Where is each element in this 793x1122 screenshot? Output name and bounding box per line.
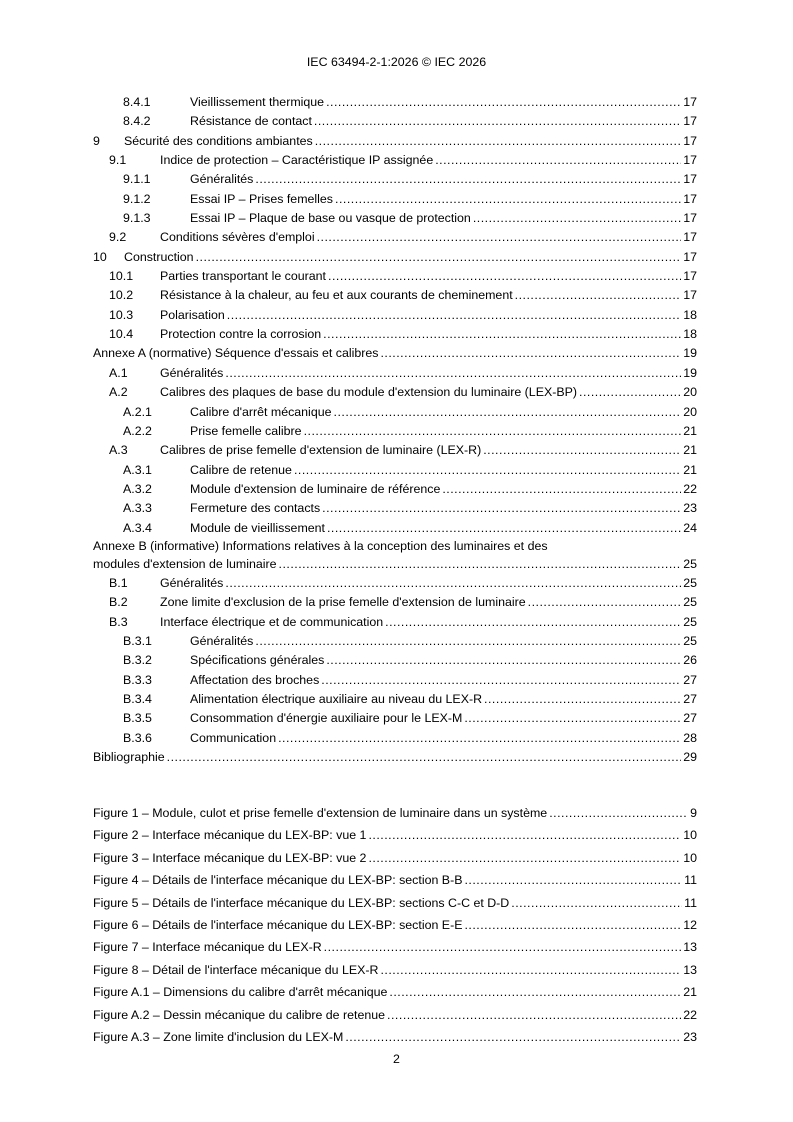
toc-leader-dots: [528, 593, 682, 612]
toc-leader-dots: [304, 422, 682, 441]
toc-entry-title: Protection contre la corrosion: [160, 325, 323, 344]
toc-entry-number: 10: [93, 249, 107, 264]
toc-entry-title: Généralités: [160, 574, 225, 593]
toc-entry-page: 24: [683, 520, 697, 535]
toc-entry-annexe-b[interactable]: [93, 538, 697, 574]
toc-entry-number: B.3.3: [123, 672, 152, 687]
toc-entry-page: 20: [683, 404, 697, 419]
toc-leader-dots: [335, 190, 681, 209]
toc-entry[interactable]: [93, 170, 697, 189]
figure-list-entry[interactable]: [93, 869, 697, 891]
toc-entry-title: Figure 2 – Interface mécanique du LEX-BP: vue 1: [93, 824, 368, 846]
toc-entry-page: 9: [690, 806, 697, 820]
toc-entry-page: 18: [683, 327, 697, 342]
toc-leader-dots: [442, 480, 681, 499]
toc-entry-page: 28: [683, 730, 697, 745]
toc-entry-title: Calibre d'arrêt mécanique: [190, 403, 334, 422]
toc-leader-dots: [484, 690, 681, 709]
toc-entry-title: Calibres des plaques de base du module d'extension du luminaire (LEX-BP): [160, 383, 579, 402]
figure-list-entry[interactable]: [93, 936, 697, 958]
toc-entry-title: Figure 3 – Interface mécanique du LEX-BP: vue 2: [93, 847, 368, 869]
toc-entry-page: 11: [684, 895, 697, 910]
toc-entry[interactable]: [93, 93, 697, 112]
toc-entry-number: 9.1.2: [123, 191, 151, 206]
toc-entry[interactable]: [93, 709, 697, 728]
toc-entry-title: Figure 8 – Détail de l'interface mécanique du LEX-R: [93, 959, 380, 981]
toc-entry-number: A.3.1: [123, 462, 152, 477]
figure-list-entry[interactable]: [93, 1026, 697, 1048]
toc-entry[interactable]: [93, 190, 697, 209]
toc-entry-number: B.3.5: [123, 711, 152, 726]
toc-entry-title: Bibliographie: [93, 748, 167, 767]
toc-entry-title: modules d'extension de luminaire: [93, 555, 279, 574]
toc-entry-page: 17: [683, 114, 697, 129]
toc-entry-number: A.3.2: [123, 481, 152, 496]
toc-entry-number: 9.1.1: [123, 172, 151, 187]
figure-list-entry[interactable]: [93, 981, 697, 1003]
toc-entry[interactable]: [93, 248, 697, 267]
toc-entry-page: 25: [683, 633, 697, 648]
toc-leader-dots: [225, 574, 681, 593]
toc-entry-title: Résistance de contact: [190, 112, 314, 131]
toc-entry[interactable]: [93, 209, 697, 228]
toc-entry-number: A.2: [109, 385, 128, 400]
toc-entry-title: Figure 5 – Détails de l'interface mécanique du LEX-BP: sections C-C et D-D: [93, 892, 511, 914]
toc-entry-page: 18: [683, 307, 697, 322]
toc-entry-page: 11: [684, 873, 697, 888]
toc-entry-page: 10: [683, 828, 697, 843]
toc-entry-number: 10.4: [109, 327, 134, 342]
toc-entry-title: Calibres de prise femelle d'extension de luminaire (LEX-R): [160, 441, 483, 460]
toc-entry-title: Vieillissement thermique: [190, 93, 326, 112]
toc-entry-title: Figure A.3 – Zone limite d'inclusion du LEX-M: [93, 1026, 345, 1048]
toc-entry-page: 17: [683, 153, 697, 168]
toc-entry[interactable]: [93, 306, 697, 325]
toc-entry-title: Affectation des broches: [190, 671, 321, 690]
toc-leader-dots: [368, 824, 681, 846]
toc-entry-number: B.2: [109, 595, 128, 610]
figure-list-entry[interactable]: [93, 802, 697, 824]
toc-entry-title: Généralités: [160, 364, 225, 383]
toc-entry-page: 25: [683, 556, 697, 571]
toc-leader-dots: [324, 936, 682, 958]
toc-entry-page: 27: [683, 691, 697, 706]
toc-entry-title: Généralités: [190, 632, 255, 651]
toc-entry-page: 17: [683, 211, 697, 226]
toc-entry-title: Prise femelle calibre: [190, 422, 304, 441]
toc-entry-number: A.3.3: [123, 501, 152, 516]
toc-leader-dots: [473, 209, 681, 228]
toc-leader-dots: [255, 632, 681, 651]
toc-entry-title: Essai IP – Plaque de base ou vasque de protection: [190, 209, 473, 228]
toc-entry-title: Spécifications générales: [190, 651, 326, 670]
toc-leader-dots: [345, 1026, 681, 1048]
toc-entry-title: Polarisation: [160, 306, 227, 325]
toc-entry-page: 25: [683, 595, 697, 610]
toc-leader-dots: [278, 729, 681, 748]
toc-leader-dots: [334, 403, 682, 422]
toc-entry-title: Consommation d'énergie auxiliaire pour le LEX-M: [190, 709, 464, 728]
toc-entry[interactable]: [93, 632, 697, 651]
toc-entry-page: 17: [683, 133, 697, 148]
toc-entry-number: 10.1: [109, 269, 134, 284]
toc-entry-number: B.3.1: [123, 633, 152, 648]
table-of-contents: [93, 93, 697, 767]
toc-leader-dots: [389, 981, 681, 1003]
toc-entry-number: B.3: [109, 614, 128, 629]
toc-entry-title: Indice de protection – Caractéristique IP assignée: [160, 151, 435, 170]
figure-list-entry[interactable]: [93, 892, 697, 914]
toc-entry-number: 10.3: [109, 307, 134, 322]
toc-entry-page: 23: [683, 1029, 697, 1044]
toc-entry[interactable]: [93, 112, 697, 131]
toc-entry[interactable]: [93, 671, 697, 690]
toc-entry[interactable]: [93, 574, 697, 593]
toc-entry-title: Généralités: [190, 170, 255, 189]
toc-entry-page: 21: [683, 443, 697, 458]
toc-entry-number: 8.4.2: [123, 114, 151, 129]
toc-entry[interactable]: [93, 228, 697, 247]
toc-entry-page: 27: [683, 672, 697, 687]
toc-leader-dots: [321, 671, 681, 690]
toc-entry-title: Essai IP – Prises femelles: [190, 190, 335, 209]
toc-entry-title: Calibre de retenue: [190, 461, 294, 480]
toc-leader-dots: [380, 344, 681, 363]
toc-entry[interactable]: [93, 461, 697, 480]
toc-entry-title: Alimentation électrique auxiliaire au niveau du LEX-R: [190, 690, 484, 709]
toc-leader-dots: [579, 383, 681, 402]
toc-entry-title: Conditions sévères d'emploi: [160, 228, 317, 247]
toc-entry-page: 21: [683, 462, 697, 477]
toc-entry-number: 9.1.3: [123, 211, 151, 226]
toc-entry-page: 10: [683, 850, 697, 865]
toc-entry-title: Module de vieillissement: [190, 519, 327, 538]
toc-entry[interactable]: [93, 613, 697, 632]
toc-entry-number: 10.2: [109, 288, 134, 303]
toc-entry[interactable]: [93, 344, 697, 363]
toc-entry[interactable]: [93, 441, 697, 460]
toc-leader-dots: [549, 802, 688, 824]
toc-entry[interactable]: [93, 364, 697, 383]
toc-entry[interactable]: [93, 383, 697, 402]
toc-leader-dots: [511, 892, 682, 914]
toc-entry-page: 25: [683, 614, 697, 629]
toc-entry-title: Figure 6 – Détails de l'interface mécanique du LEX-BP: section E-E: [93, 914, 464, 936]
toc-entry-page: 17: [683, 249, 697, 264]
toc-entry-number: A.1: [109, 365, 128, 380]
toc-entry-title: Interface électrique et de communication: [160, 613, 385, 632]
toc-leader-dots: [314, 112, 681, 131]
toc-entry-page: 21: [683, 985, 697, 1000]
toc-entry-number: 8.4.1: [123, 95, 151, 109]
toc-entry[interactable]: [93, 480, 697, 499]
toc-entry-number: A.2.1: [123, 404, 152, 419]
toc-entry-title: Construction: [124, 248, 196, 267]
toc-entry[interactable]: [93, 132, 697, 151]
toc-leader-dots: [435, 151, 681, 170]
toc-entry-page: 13: [683, 940, 697, 955]
toc-leader-dots: [225, 364, 681, 383]
toc-entry-page: 22: [683, 481, 697, 496]
toc-entry[interactable]: [93, 151, 697, 170]
toc-entry-title: Sécurité des conditions ambiantes: [124, 132, 315, 151]
toc-entry[interactable]: [93, 519, 697, 538]
toc-entry[interactable]: [93, 286, 697, 305]
toc-leader-dots: [380, 959, 681, 981]
toc-entry-page: 17: [683, 172, 697, 187]
toc-entry-title: Figure 1 – Module, culot et prise femelle d'extension de luminaire dans un système: [93, 802, 549, 824]
figure-list-entry[interactable]: [93, 1004, 697, 1026]
toc-entry-number: A.3: [109, 443, 128, 458]
toc-entry-number: B.3.2: [123, 653, 152, 668]
toc-entry-page: 20: [683, 385, 697, 400]
toc-leader-dots: [368, 847, 681, 869]
toc-leader-dots: [385, 613, 681, 632]
toc-leader-dots: [167, 748, 682, 767]
toc-leader-dots: [315, 132, 681, 151]
toc-leader-dots: [227, 306, 681, 325]
toc-entry-number: B.3.4: [123, 691, 152, 706]
toc-entry-title: Annexe B (informative) Informations relatives à la conception des luminaires et des: [93, 538, 548, 553]
toc-entry-page: 22: [683, 1007, 697, 1022]
toc-entry-page: 25: [683, 575, 697, 590]
toc-leader-dots: [483, 441, 681, 460]
toc-entry[interactable]: [93, 593, 697, 612]
toc-entry[interactable]: [93, 651, 697, 670]
toc-leader-dots: [328, 267, 681, 286]
toc-entry-title: Communication: [190, 729, 278, 748]
toc-entry-page: 17: [683, 191, 697, 206]
toc-entry-page: 29: [683, 750, 697, 764]
figure-list-entry[interactable]: [93, 824, 697, 846]
toc-entry-number: 9.1: [109, 153, 127, 168]
toc-leader-dots: [387, 1004, 681, 1026]
toc-section-2: [93, 574, 697, 767]
toc-entry[interactable]: [93, 748, 697, 767]
figure-list-entry[interactable]: [93, 847, 697, 869]
toc-entry-title: Figure 4 – Détails de l'interface mécanique du LEX-BP: section B-B: [93, 869, 464, 891]
toc-leader-dots: [464, 869, 682, 891]
toc-entry[interactable]: [93, 422, 697, 441]
toc-leader-dots: [255, 170, 681, 189]
toc-leader-dots: [322, 499, 681, 518]
toc-entry-number: B.1: [109, 575, 128, 590]
toc-section-1: [93, 93, 697, 538]
toc-entry[interactable]: [93, 729, 697, 748]
toc-entry-title: Résistance à la chaleur, au feu et aux courants de cheminement: [160, 286, 515, 305]
toc-entry[interactable]: [93, 690, 697, 709]
toc-entry-page: 19: [683, 346, 697, 361]
toc-entry-page: 17: [683, 230, 697, 245]
toc-entry-title: Figure 7 – Interface mécanique du LEX-R: [93, 936, 324, 958]
toc-leader-dots: [317, 228, 682, 247]
toc-entry-number: B.3.6: [123, 730, 152, 745]
toc-entry-page: 12: [683, 917, 697, 932]
toc-entry-page: 26: [683, 653, 697, 668]
toc-entry[interactable]: [93, 267, 697, 286]
toc-leader-dots: [464, 914, 681, 936]
toc-entry-title: Annexe A (normative) Séquence d'essais et calibres: [93, 344, 380, 363]
toc-leader-dots: [326, 93, 681, 112]
toc-entry-title: Fermeture des contacts: [190, 499, 322, 518]
toc-leader-dots: [196, 248, 682, 267]
page-header: IEC 63494-2-1:2026 © IEC 2026: [306, 55, 487, 69]
toc-entry-number: A.2.2: [123, 423, 152, 438]
toc-entry-title: Figure A.2 – Dessin mécanique du calibre de retenue: [93, 1004, 387, 1026]
toc-entry-title: Zone limite d'exclusion de la prise femelle d'extension de luminaire: [160, 593, 528, 612]
toc-leader-dots: [515, 286, 682, 305]
toc-entry[interactable]: [93, 499, 697, 518]
toc-entry-page: 21: [683, 423, 697, 438]
list-of-figures: [93, 802, 697, 1048]
toc-entry-number: 9: [93, 133, 100, 148]
toc-entry-page: 27: [683, 711, 697, 726]
page-number: 2: [393, 1052, 400, 1066]
toc-entry[interactable]: [93, 325, 697, 344]
toc-leader-dots: [327, 519, 681, 538]
toc-entry-page: 13: [683, 962, 697, 977]
toc-leader-dots: [279, 555, 682, 574]
toc-entry-title: Parties transportant le courant: [160, 267, 328, 286]
toc-leader-dots: [464, 709, 681, 728]
figure-list-entry[interactable]: [93, 959, 697, 981]
toc-entry[interactable]: [93, 403, 697, 422]
toc-leader-dots: [326, 651, 681, 670]
figure-list-entry[interactable]: [93, 914, 697, 936]
toc-leader-dots: [294, 461, 681, 480]
toc-entry-number: 9.2: [109, 230, 127, 245]
toc-leader-dots: [323, 325, 681, 344]
toc-entry-page: 17: [683, 95, 697, 109]
toc-entry-page: 17: [683, 269, 697, 284]
toc-entry-title: Module d'extension de luminaire de référence: [190, 480, 442, 499]
toc-entry-page: 19: [683, 365, 697, 380]
toc-entry-title: Figure A.1 – Dimensions du calibre d'arrêt mécanique: [93, 981, 389, 1003]
toc-entry-page: 23: [683, 501, 697, 516]
toc-entry-page: 17: [683, 288, 697, 303]
toc-entry-number: A.3.4: [123, 520, 152, 535]
